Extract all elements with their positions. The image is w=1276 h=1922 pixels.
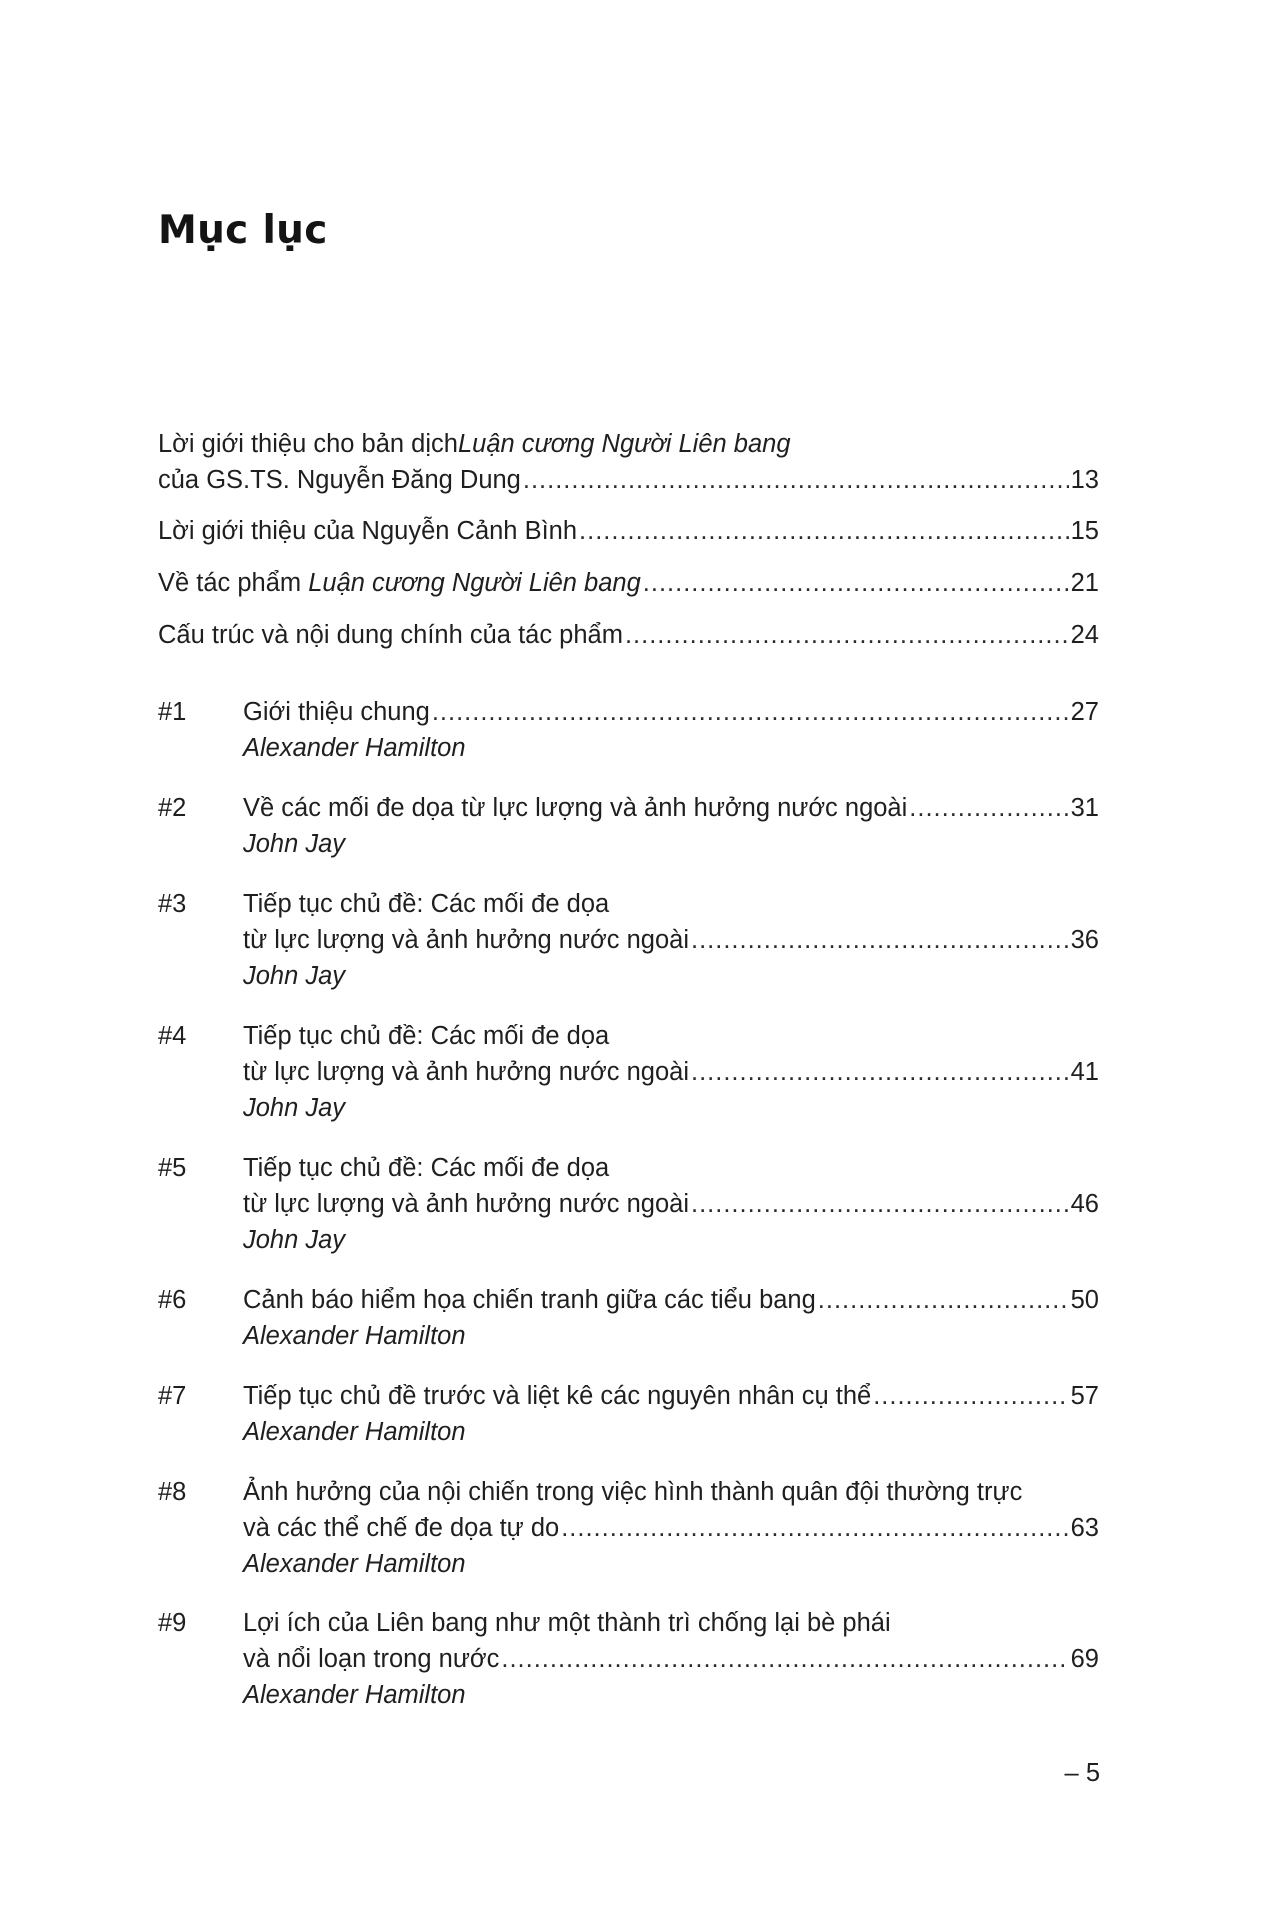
chapter-number: #5 <box>158 1154 187 1182</box>
toc-page-number: 21 <box>1070 569 1099 597</box>
chapter-author: John Jay <box>243 1094 346 1122</box>
dot-leader <box>579 513 1069 549</box>
chapter-author: John Jay <box>243 962 346 990</box>
chapter-title: và các thể chế đe dọa tự do <box>243 1514 560 1542</box>
chapter-number: #2 <box>158 794 187 822</box>
toc-entry-text: Lời giới thiệu cho bản dịch <box>158 430 458 458</box>
chapter-title: từ lực lượng và ảnh hưởng nước ngoài <box>243 1058 689 1086</box>
dot-leader <box>691 1186 1069 1222</box>
chapter-author: John Jay <box>243 830 346 858</box>
page-title: Mục lục <box>158 208 328 253</box>
chapter-author: Alexander Hamilton <box>243 1418 466 1446</box>
toc-page-number: 31 <box>1070 794 1099 822</box>
chapter-author: John Jay <box>243 1226 346 1254</box>
dot-leader <box>818 1282 1069 1318</box>
dot-leader <box>691 922 1069 958</box>
chapter-author: Alexander Hamilton <box>243 1550 466 1578</box>
toc-page-number: 15 <box>1070 517 1099 545</box>
toc-page-number: 50 <box>1070 1286 1099 1314</box>
chapter-author: Alexander Hamilton <box>243 1681 466 1709</box>
toc-page-number: 46 <box>1070 1190 1099 1218</box>
toc-page-number: 27 <box>1070 698 1099 726</box>
chapter-title: Tiếp tục chủ đề trước và liệt kê các nguyên nhân cụ thể <box>243 1382 872 1410</box>
chapter-title-line: Lợi ích của Liên bang như một thành trì chống lại bè phái <box>243 1609 891 1637</box>
toc-page-number: 24 <box>1070 621 1099 649</box>
dot-leader <box>432 694 1069 730</box>
chapter-title-line: Tiếp tục chủ đề: Các mối đe dọa <box>243 1022 610 1050</box>
toc-entry-italic-title: Luận cương Người Liên bang <box>308 569 641 597</box>
toc-entry-italic-title: Luận cương Người Liên bang <box>457 430 791 458</box>
chapter-title-line: Tiếp tục chủ đề: Các mối đe dọa <box>243 890 610 918</box>
chapter-number: #7 <box>158 1382 187 1410</box>
dot-leader <box>909 790 1068 826</box>
dot-leader <box>561 1510 1068 1546</box>
dot-leader <box>643 565 1069 601</box>
toc-intro-entry <box>158 565 1099 601</box>
dot-leader <box>625 617 1069 653</box>
toc-page-number: 69 <box>1070 1645 1099 1673</box>
chapter-title: Cảnh báo hiểm họa chiến tranh giữa các tiểu bang <box>243 1286 816 1314</box>
chapter-title-line: Ảnh hưởng của nội chiến trong việc hình thành quân đội thường trực <box>243 1478 1023 1506</box>
chapter-author: Alexander Hamilton <box>243 734 466 762</box>
chapter-title-line: Tiếp tục chủ đề: Các mối đe dọa <box>243 1154 610 1182</box>
chapter-title: từ lực lượng và ảnh hưởng nước ngoài <box>243 926 689 954</box>
chapter-number: #9 <box>158 1609 187 1637</box>
toc-entry-text: Cấu trúc và nội dung chính của tác phẩm <box>158 621 623 649</box>
dot-leader <box>523 462 1069 498</box>
toc-page-number: 57 <box>1070 1382 1099 1410</box>
chapter-title: và nổi loạn trong nước <box>243 1645 500 1673</box>
dot-leader <box>873 1378 1068 1414</box>
chapter-number: #1 <box>158 698 187 726</box>
toc-intro-entry <box>158 513 1099 549</box>
toc-entry-text: Về tác phẩm <box>158 569 309 597</box>
toc-intro-entry <box>158 617 1099 653</box>
dot-leader <box>501 1641 1068 1677</box>
toc-page-number: 41 <box>1070 1058 1099 1086</box>
chapter-number: #6 <box>158 1286 187 1314</box>
chapter-title: từ lực lượng và ảnh hưởng nước ngoài <box>243 1190 689 1218</box>
chapter-number: #3 <box>158 890 187 918</box>
toc-page-number: 36 <box>1070 926 1099 954</box>
chapter-title: Về các mối đe dọa từ lực lượng và ảnh hưởng nước ngoài <box>243 794 908 822</box>
toc-entry-text: của GS.TS. Nguyễn Đăng Dung <box>158 466 521 494</box>
toc-page-number: 63 <box>1070 1514 1099 1542</box>
toc-page-number: 13 <box>1070 466 1099 494</box>
toc-entry-text: Lời giới thiệu của Nguyễn Cảnh Bình <box>158 517 578 545</box>
chapter-number: #8 <box>158 1478 187 1506</box>
chapter-title: Giới thiệu chung <box>243 698 430 726</box>
chapter-author: Alexander Hamilton <box>243 1322 466 1350</box>
toc-intro-entry <box>158 426 1099 498</box>
dot-leader <box>691 1054 1069 1090</box>
page-number-footer: – 5 <box>1064 1759 1100 1787</box>
chapter-number: #4 <box>158 1022 187 1050</box>
